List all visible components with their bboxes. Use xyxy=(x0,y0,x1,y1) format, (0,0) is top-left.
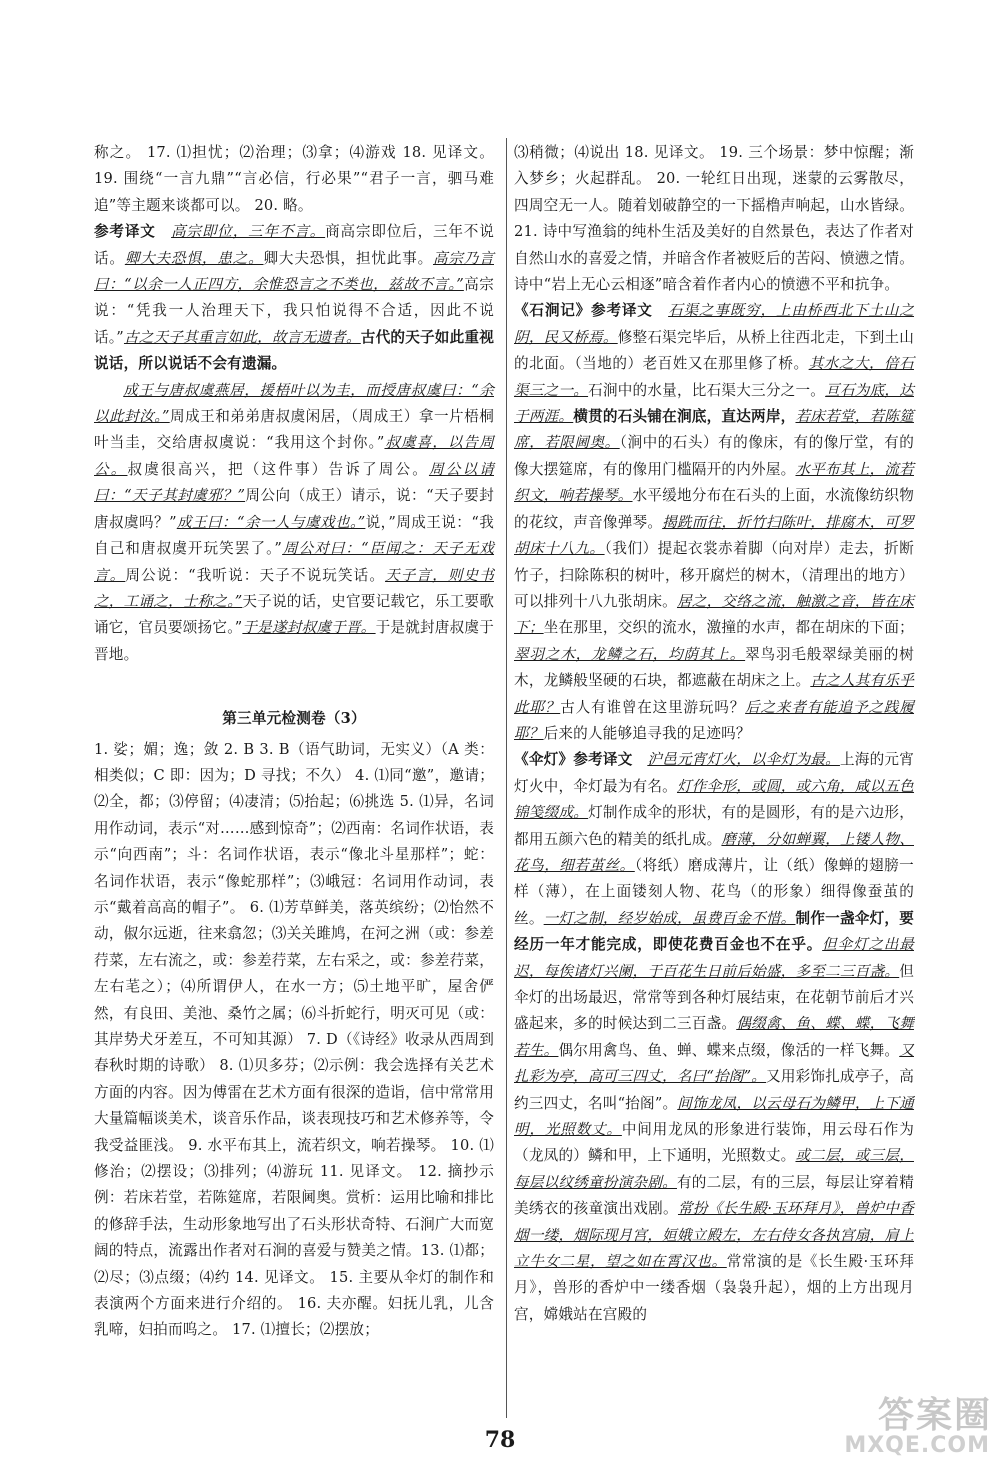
translation-paragraph-3 xyxy=(514,298,914,747)
translation-text: 叔虞很高兴，把（这件事）告诉了周公。 xyxy=(127,460,429,478)
handwritten-source: 翠羽之木，龙鳞之石，均荫其上。 xyxy=(514,645,746,663)
handwritten-source: 周公以请曰：“天子其封虞邪？” xyxy=(94,460,494,505)
translation-text: （我们）提起衣裳赤着脚（向对岸）走去，折断竹子，扫除陈积的树叶，移开腐烂的树木，（清理出的地方）可以排列十八九张胡床。 xyxy=(514,540,914,610)
handwritten-source: 后之来者有能追予之践履耶？ xyxy=(514,698,915,742)
translation-text: 商高宗即位后，三年不说话。 xyxy=(94,223,495,267)
translation-text: （将纸）磨成薄片，让（纸）像蝉的翅膀一样（薄），在上面镂刻人物、花鸟（的形象）细得像蚕茧的丝。 xyxy=(514,856,914,927)
handwritten-source: 水平布其上，流若织文，响若操琴。 xyxy=(514,460,914,505)
handwritten-source: 若床若堂，若陈筵席，若限阃奥。 xyxy=(514,408,914,452)
translation-text: 灯制作成伞的形状，有的是圆形，有的是六边形，都用五颜六色的精美的纸扎成。 xyxy=(514,804,914,848)
translation-text: 坐在那里，交织的流水，激撞的水声，都在胡床的下面； xyxy=(543,619,914,637)
translation-text: 制作一盏伞灯，要经历一年才能完成，即使花费百金也不在乎。 xyxy=(514,909,914,954)
translation-label: 参考译文 xyxy=(94,223,156,241)
handwritten-source: 但伞灯之出最迟，每俟诸灯兴阑，于百花生日前后始盛，多至二三百盏。 xyxy=(514,936,914,980)
handwritten-source: 灯作伞形，或圆，或六角，咸以五色锦笺缀成。 xyxy=(514,777,915,822)
handwritten-source: 其水之大，倍石渠三之一。 xyxy=(514,355,914,399)
translation-text: 常常演的是《长生殿·玉环拜月》，兽形的香炉中一缕香烟（袅袅升起），烟的上方出现月宫，嫦娥站在宫殿的 xyxy=(514,1253,914,1323)
handwritten-source: 高宗即位，三年不言。 xyxy=(171,223,326,241)
translation-text: 修整石渠完毕后，从桥上往西北走，下到土山的北面。（当地的）老百姓又在那里修了桥。 xyxy=(514,328,914,373)
handwritten-source: 揭跣而往，折竹扫陈叶，排腐木，可罗胡床十八九。 xyxy=(514,513,914,558)
translation-text: 中间用龙凤的形象进行装饰，用云母石作为（龙凤的）鳞和甲，上下通明，光照数丈。 xyxy=(514,1121,914,1165)
translation-text: 古代的天子如此重视说话，所以说话不会有遗漏。 xyxy=(94,328,494,373)
translation-text: 于是就封唐叔虞于晋地。 xyxy=(94,619,494,663)
translation-text: 周成王和弟弟唐叔虞闲居，（周成王）拿一片梧桐叶当圭，交给唐叔虞说：“我用这个封你。” xyxy=(94,408,494,452)
translation-text: 有的二层，有的三层，每层让穿着精美绣衣的孩童演出戏剧。 xyxy=(514,1173,915,1218)
translation-text: 但伞灯的出场最迟，常常等到各种灯展结束，在花朝节前后才兴盛起来，多的时候达到二三百盏。 xyxy=(514,962,914,1033)
translation-text: 横贯的石头铺在涧底，直达两岸， xyxy=(573,408,796,426)
translation-paragraph-2 xyxy=(94,378,494,668)
handwritten-source: 一灯之制，经岁始成，虽费百金不惜。 xyxy=(543,909,796,927)
translation-text: （涧中的石头）有的像床，有的像厅堂，有的像大摆筵席，有的像用门槛隔开的内外屋。 xyxy=(514,434,915,478)
translation-paragraph-4 xyxy=(514,747,914,1328)
handwritten-source: 沪邑元宵灯火，以伞灯为最。 xyxy=(647,751,840,769)
column-divider xyxy=(506,138,507,1418)
handwritten-source: 古之天子其重言如此，故言无遗者。 xyxy=(123,328,361,346)
handwritten-source: 成王曰：“余一人与虞戏也。” xyxy=(176,513,366,531)
translation-text: 周公说：“我听说：天子不说玩笑话。 xyxy=(125,566,386,584)
handwritten-source: 又扎彩为亭，高可三四丈，名曰“抬阁”。 xyxy=(514,1041,914,1086)
answer-paragraph-1: 称之。 17. ⑴担忧；⑵治理；⑶拿；⑷游戏 18. 见译文。19. 围绕“一言九鼎”“言必信，行必果”“君子一言，驷马难追”等主题来谈都可以。 20. 略。 xyxy=(94,144,494,214)
translation-text: 翠鸟羽毛般翠绿美丽的树木，龙鳞般坚硬的石块，都遮蔽在胡床之上。 xyxy=(514,645,914,690)
handwritten-source: 叔虞喜，以告周公。 xyxy=(94,434,494,478)
left-column xyxy=(94,140,494,1344)
translation-text: 说，”周成王说：“我自己和唐叔虞开玩笑罢了。” xyxy=(94,513,494,558)
right-column xyxy=(514,140,914,1328)
handwritten-source: 成王与唐叔虞燕居，援梧叶以为圭，而授唐叔虞曰：“余以此封汝。” xyxy=(94,381,494,426)
handwritten-source: 亘石为底，达于两涯。 xyxy=(514,381,914,426)
watermark-text: 答案圈 xyxy=(877,1395,992,1436)
translation-text: 天子说的话，史官要记载它，乐工要歌诵它，官员要颂扬它。” xyxy=(94,592,494,637)
translation-text: 高宗说：“凭我一人治理天下，我只怕说得不合适，因此不说话。” xyxy=(94,276,494,346)
page-number: 78 xyxy=(484,1427,516,1453)
translation-text: 古人有谁曾在这里游玩吗？ xyxy=(560,698,746,716)
translation-text: 后来的人能够追寻我的足迹吗？ xyxy=(543,724,751,742)
handwritten-source: 周公对曰：“臣闻之：天子无戏言。 xyxy=(94,540,495,584)
handwritten-source: 天子言，则史书之，工诵之，士称之。” xyxy=(94,566,494,610)
handwritten-source: 居之，交络之流，触激之音，皆在床下； xyxy=(514,592,915,637)
translation-text: 水平缓地分布在石头的上面，水流像纺织物的花纹，声音像弹琴。 xyxy=(514,487,914,531)
handwritten-source: 间饰龙凤，以云母石为鳞甲，上下通明，光照数丈。 xyxy=(514,1094,915,1139)
translation-label: 《伞灯》参考译文 xyxy=(514,751,633,769)
translation-text: 又用彩饰扎成亭子，高约三四丈，名叫“抬阁”。 xyxy=(514,1068,914,1112)
translation-text: 卿大夫恐惧，担忧此事。 xyxy=(263,249,433,267)
answer-paragraph-2: 1. 娑；媚；逸；敛 2. B 3. B（语气助词，无实义）（A 类：相类似；C 即：因为；D 寻找；不久） 4. ⑴同“邀”，邀请；⑵全，都；⑶停留；⑷凄清；⑸抬起；⑹挑选 5. ⑴异，名词用作动词，表示“对……感到惊奇”；⑵西南：名词作状语，表示“向西南”；斗：名词作状语，表示“像北斗星那样”；蛇：名词作状语，表示“像蛇那样”；⑶峨冠：名词用作动词，表示“戴着高高的帽子”。 6. ⑴芳草鲜美，落英缤纷；⑵怡然不动，俶尔远逝，往来翕忽；⑶关关雎鸠，在河之洲（或：参差荇菜，左右流之，或：参差荇菜，左右采之，或：参差荇菜，左右芼之）；⑷所谓伊人，在水一方；⑸土地平旷，屋舍俨然，有良田、美池、桑竹之属；⑹斗折蛇行，明灭可见（或：其岸势犬牙差互，不可知其源） 7. D（《诗经》收录从西周到春秋时期的诗歌） 8. ⑴贝多芬；⑵示例：我会选择有关艺术方面的内容。因为傅雷在艺术方面有很深的造诣，信中常常用大量篇幅谈美术，谈音乐作品，谈表现技巧和艺术修养等，令我受益匪浅。 9. 水平布其上，流若织文，响若操琴。 10. ⑴修治；⑵摆设；⑶排列；⑷游玩 11. 见译文。 12. 摘抄示例：若床若堂，若陈筵席，若限阃奥。赏析：运用比喻和排比的修辞手法，生动形象地写出了石头形状奇特、石涧广大而宽阔的特点，流露出作者对石涧的喜爱与赞美之情。13. ⑴都；⑵尽；⑶点缀；⑷约 14. 见译文。 15. 主要从伞灯的制作和表演两个方面来进行介绍的。 16. 夫亦醒。妇抚儿乳，儿含乳啼，妇拍而呜之。 17. ⑴擅长；⑵摆放； xyxy=(94,740,494,1339)
translation-paragraph-1 xyxy=(94,219,494,377)
translation-label: 《石涧记》参考译文 xyxy=(514,302,653,320)
section-title: 第三单元检测卷（3） xyxy=(222,710,366,728)
handwritten-source: 偶缀禽、鱼、蝶、蝶，飞舞若生。 xyxy=(514,1015,914,1059)
watermark-logo xyxy=(816,1387,992,1467)
translation-text: 周公向（成王）请示，说：“天子要封唐叔虞吗？” xyxy=(94,487,494,531)
answer-paragraph-3: ⑶稍微；⑷说出 18. 见译文。 19. 三个场景：梦中惊醒；渐入梦乡；火起群乱。 20. 一轮红日出现，迷蒙的云雾散尽，四周空无一人。随着划破静空的一下摇橹声响起，山水皆绿。 21. 诗中写渔翁的纯朴生活及美好的自然景色，表达了作者对自然山水的喜爱之情，并暗含作者被贬后的苦闷、愤懑之情。诗中“岩上无心云相逐”暗含着作者内心的愤懑不平和抗争。 xyxy=(514,144,914,294)
translation-text: 上海的元宵灯火中，伞灯最为有名。 xyxy=(514,751,914,795)
handwritten-source: 于是遂封叔虞于晋。 xyxy=(242,619,376,637)
handwritten-source: 石渠之事既穷，上由桥西北下土山之阴，民又桥焉。 xyxy=(514,302,915,346)
handwritten-source: 常扮《长生殿·玉环拜月》，兽炉中香烟一缕，烟际现月宫，姮娥立殿左，左右侍女各执宫扇，肩上立牛女二星，望之如在霄汉也。 xyxy=(514,1200,914,1271)
translation-text: 偶尔用禽鸟、鱼、蝉、蝶来点缀，像活的一样飞舞。 xyxy=(558,1041,900,1059)
handwritten-source: 卿大夫恐惧，患之。 xyxy=(124,249,264,267)
handwritten-source: 高宗乃言曰：“以余一人正四方，余惟恐言之不类也，兹故不言。” xyxy=(94,249,494,294)
translation-text: 石涧中的水量，比石渠大三分之一。 xyxy=(588,381,826,399)
handwritten-source: 或二层，或三层，每层以纹绣童扮演杂剧。 xyxy=(514,1147,914,1191)
handwritten-source: 磨薄，分如蝉翼，上镂人物、花鸟，细若茧丝。 xyxy=(514,830,914,874)
handwritten-source: 古之人其有乐乎此耶？ xyxy=(514,672,914,716)
watermark-url: MXQE.COM xyxy=(844,1433,990,1458)
